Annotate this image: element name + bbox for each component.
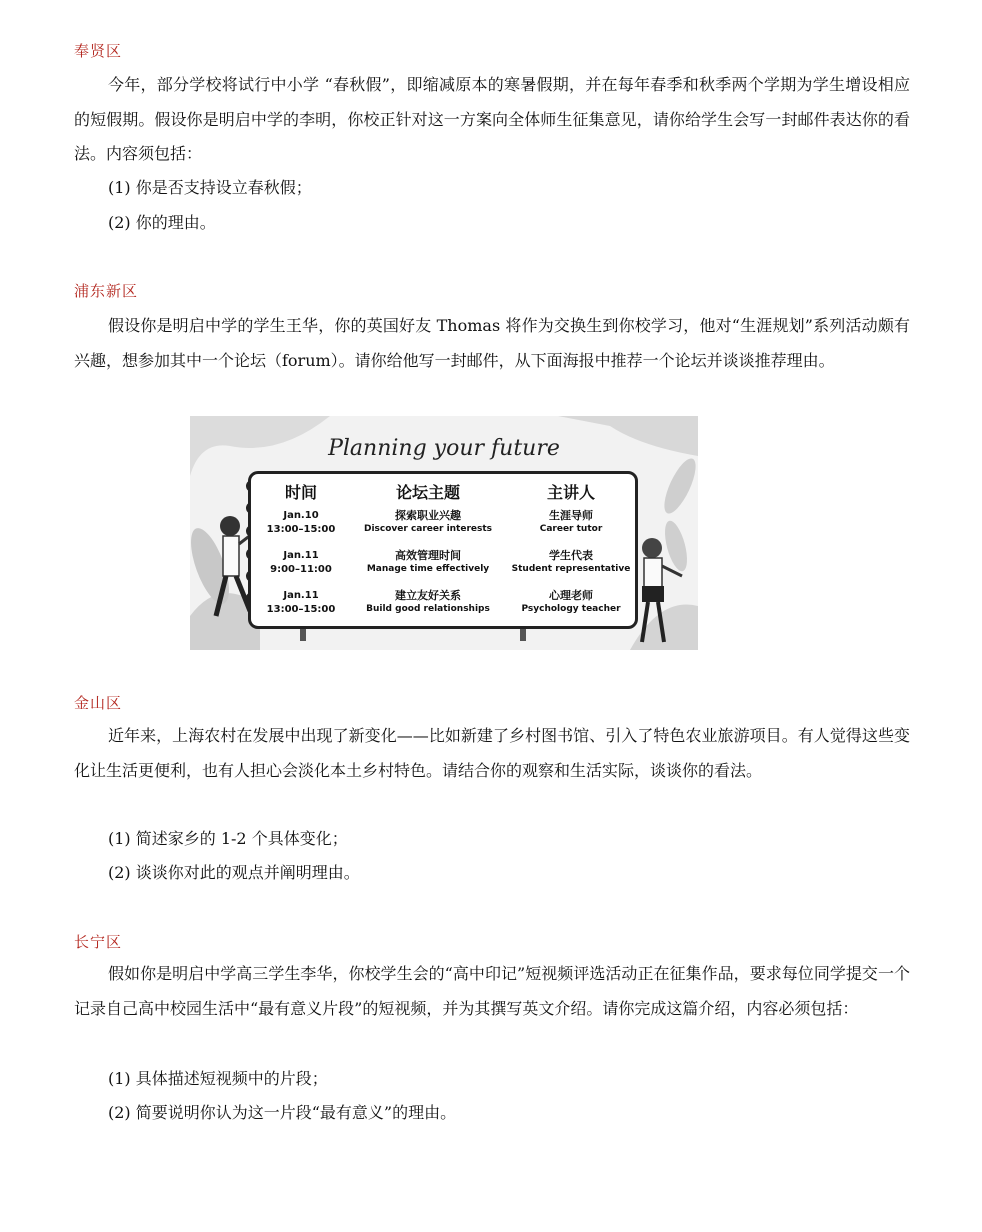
section-paragraph-pudong: 假设你是明启中学的学生王华，你的英国好友 Thomas 将作为交换生到你校学习，他对“生涯规划”系列活动颇有兴趣，想参加其中一个论坛（forum）。请你给他写一封邮件，从下面海报中推荐一个论坛并谈谈推荐理由。 xyxy=(74,316,910,370)
poster-title: Planning your future xyxy=(328,436,560,461)
section-heading-pudong: 浦东新区 xyxy=(74,282,139,300)
list-item: (2) 你的理由。 xyxy=(108,213,216,232)
list-item: (1) 你是否支持设立春秋假； xyxy=(108,178,312,197)
section-heading-changning: 长宁区 xyxy=(74,933,123,951)
poster-board xyxy=(248,471,638,629)
row-topic-cn: 探索职业兴趣 xyxy=(395,509,461,522)
row-speaker-en: Psychology teacher xyxy=(521,604,621,614)
row-speaker-en: Student representative xyxy=(511,564,631,574)
list-item: (2) 谈谈你对此的观点并阐明理由。 xyxy=(108,863,360,882)
row-topic-cn: 建立友好关系 xyxy=(395,589,461,602)
table-row-time xyxy=(251,549,351,577)
row-speaker-cn: 生涯导师 xyxy=(549,509,593,522)
row-time: 13:00–15:00 xyxy=(266,604,336,615)
row-speaker-en: Career tutor xyxy=(539,524,603,534)
list-item: (2) 简要说明你认为这一片段“最有意义”的理由。 xyxy=(108,1103,457,1122)
table-row-topic xyxy=(343,509,513,536)
row-topic-en: Discover career interests xyxy=(363,524,493,534)
row-time: 9:00–11:00 xyxy=(270,564,332,575)
row-topic-en: Manage time effectively xyxy=(366,564,490,574)
list-item: (1) 简述家乡的 1-2 个具体变化； xyxy=(108,829,348,848)
row-date: Jan.11 xyxy=(283,590,319,601)
table-row-speaker xyxy=(507,549,635,576)
header-topic: 论坛主题 xyxy=(395,483,460,502)
row-speaker-cn: 心理老师 xyxy=(549,589,593,602)
table-row-topic xyxy=(343,549,513,576)
table-row-topic xyxy=(343,589,513,616)
table-row-speaker xyxy=(507,509,635,536)
row-date: Jan.10 xyxy=(283,510,319,521)
section-heading-jinshan: 金山区 xyxy=(74,694,123,712)
header-speaker: 主讲人 xyxy=(546,483,595,502)
row-time: 13:00–15:00 xyxy=(266,524,336,535)
table-row-time xyxy=(251,589,351,617)
row-date: Jan.11 xyxy=(283,550,319,561)
section-paragraph-fengxian: 今年，部分学校将试行中小学 “春秋假”，即缩减原本的寒暑假期，并在每年春季和秋季两个学期为学生增设相应的短假期。假设你是明启中学的李明，你校正针对这一方案向全体师生征集意见，请你给学生会写一封邮件表达你的看法。内容须包括： xyxy=(74,75,910,163)
row-topic-cn: 高效管理时间 xyxy=(395,549,461,562)
table-row-speaker xyxy=(507,589,635,616)
list-item: (1) 具体描述短视频中的片段； xyxy=(108,1069,328,1088)
row-speaker-cn: 学生代表 xyxy=(549,549,593,562)
section-heading-fengxian: 奉贤区 xyxy=(74,42,123,60)
row-topic-en: Build good relationships xyxy=(366,604,490,614)
table-row-time xyxy=(251,509,351,537)
section-paragraph-jinshan: 近年来，上海农村在发展中出现了新变化——比如新建了乡村图书馆、引入了特色农业旅游项目。有人觉得这些变化让生活更便利，也有人担心会淡化本土乡村特色。请结合你的观察和生活实际，谈谈你的看法。 xyxy=(74,726,910,780)
section-paragraph-changning: 假如你是明启中学高三学生李华，你校学生会的“高中印记”短视频评选活动正在征集作品，要求每位同学提交一个记录自己高中校园生活中“最有意义片段”的短视频，并为其撰写英文介绍。请你完成这篇介绍，内容必须包括： xyxy=(74,964,910,1018)
forum-poster xyxy=(190,416,698,650)
header-time: 时间 xyxy=(284,483,317,502)
